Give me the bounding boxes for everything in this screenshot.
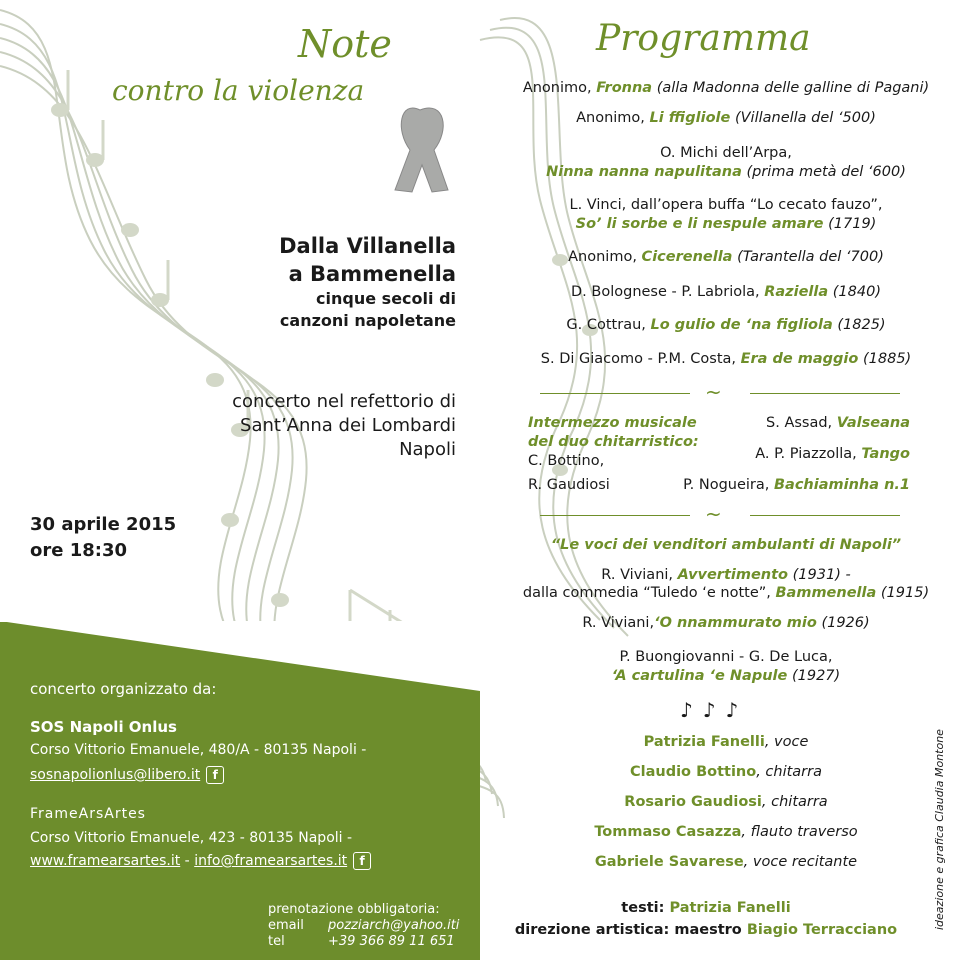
- subtitle: [200, 232, 456, 332]
- fas-site-link[interactable]: www.framearsartes.it: [30, 853, 181, 869]
- event-time: ore 18:30: [30, 540, 128, 561]
- performer: Claudio Bottino, chitarra: [629, 764, 822, 780]
- organizers-title: concerto organizzato da:: [30, 680, 217, 698]
- programme-item: R. Viviani,‘O nnammurato mio (1926): [582, 615, 870, 631]
- event-day: 30 aprile 2015: [30, 514, 177, 535]
- programme-item: G. Cottrau, Lo gulio de ‘na figliola (1825): [566, 317, 886, 333]
- sos-email-link[interactable]: sosnapolionlus@libero.it: [30, 767, 201, 783]
- booking-email-label: email: [268, 918, 304, 933]
- performer: Rosario Gaudiosi, chitarra: [624, 794, 828, 810]
- credits-testi: testi: Patrizia Fanelli: [621, 900, 791, 916]
- separator: ~: [540, 386, 900, 400]
- fas-address: Corso Vittorio Emanuele, 423 - 80135 Napoli -: [30, 830, 353, 846]
- subtitle-line2: a Bammenella: [288, 262, 456, 286]
- booking-email[interactable]: pozziarch@yahoo.iti: [328, 918, 460, 933]
- facebook-icon[interactable]: f: [206, 766, 224, 784]
- programme-item: P. Buongiovanni - G. De Luca, ‘A cartulina ‘e Napule (1927): [611, 649, 841, 684]
- fas-dash: -: [180, 853, 195, 869]
- fas-links-row: [30, 852, 371, 870]
- sos-email-row: [30, 766, 224, 784]
- facebook-icon[interactable]: f: [353, 852, 371, 870]
- graphic-credit: ideazione e grafica Claudia Montone: [933, 729, 946, 930]
- performer: Patrizia Fanelli, voce: [643, 734, 809, 750]
- booking-info: [268, 902, 459, 950]
- programme-item: L. Vinci, dall’opera buffa “Lo cecato fauzo”, So’ li sorbe e li nespule amare (1719): [569, 197, 883, 232]
- venue-line3: Napoli: [399, 439, 456, 460]
- booking-tel-label: tel: [268, 934, 285, 949]
- ribbon-icon: [395, 108, 448, 192]
- programme-item: Anonimo, Li ffigliole (Villanella del ‘500): [576, 110, 876, 126]
- title-contro-la-violenza: contro la violenza: [112, 74, 365, 107]
- intermezzo-title1: Intermezzo musicale: [528, 415, 697, 431]
- venue-line2: Sant’Anna dei Lombardi: [240, 415, 456, 436]
- subtitle-line4: canzoni napoletane: [279, 311, 456, 330]
- subtitle-line1: Dalla Villanella: [279, 234, 456, 258]
- credits-direction: direzione artistica: maestro Biagio Terracciano: [514, 922, 898, 938]
- programme-item: dalla commedia “Tuledo ‘e notte”, Bammenella (1915): [522, 585, 930, 601]
- intermezzo-piece: A. P. Piazzolla, Tango: [755, 446, 910, 462]
- programme-item: R. Viviani, Avvertimento (1931) -: [601, 567, 851, 583]
- separator: ~: [540, 508, 900, 522]
- intermezzo-performer: R. Gaudiosi: [528, 477, 610, 493]
- programme-item: Anonimo, Fronna (alla Madonna delle galline di Pagani): [522, 80, 930, 96]
- subtitle-line3: cinque secoli di: [316, 289, 456, 308]
- performer: Tommaso Casazza, flauto traverso: [594, 824, 858, 840]
- booking-tel[interactable]: +39 366 89 11 651: [328, 934, 455, 949]
- sos-address: Corso Vittorio Emanuele, 480/A - 80135 Napoli -: [30, 742, 367, 758]
- voci-title: “Le voci dei venditori ambulanti di Napoli”: [550, 537, 902, 553]
- intermezzo-piece: S. Assad, Valseana: [766, 415, 910, 431]
- venue-line1: concerto nel refettorio di: [232, 391, 456, 412]
- programme-item: O. Michi dell’Arpa, Ninna nanna napulitana (prima metà del ‘600): [546, 145, 906, 180]
- intermezzo-pieces: [640, 414, 910, 507]
- booking-title: prenotazione obbligatoria:: [268, 902, 440, 917]
- event-date: [30, 512, 176, 564]
- intermezzo-title2: del duo chitarristico:: [528, 434, 699, 450]
- fas-email-link[interactable]: info@framearsartes.it: [194, 853, 348, 869]
- venue: [160, 390, 456, 462]
- sos-name: SOS Napoli Onlus: [30, 718, 177, 736]
- intermezzo-piece: P. Nogueira, Bachiaminha n.1: [683, 477, 910, 493]
- fas-name: FrameArsArtes: [30, 806, 146, 822]
- music-notes-icon: ♪♪♪: [680, 698, 749, 722]
- title-note: Note: [298, 22, 392, 66]
- programme-item: D. Bolognese - P. Labriola, Raziella (1840): [571, 284, 881, 300]
- programme-item: Anonimo, Cicerenella (Tarantella del ‘700): [568, 249, 884, 265]
- performer: Gabriele Savarese, voce recitante: [594, 854, 858, 870]
- programme-title: Programma: [596, 18, 811, 59]
- intermezzo-performer: C. Bottino,: [528, 453, 605, 469]
- programme-item: S. Di Giacomo - P.M. Costa, Era de maggio (1885): [540, 351, 912, 367]
